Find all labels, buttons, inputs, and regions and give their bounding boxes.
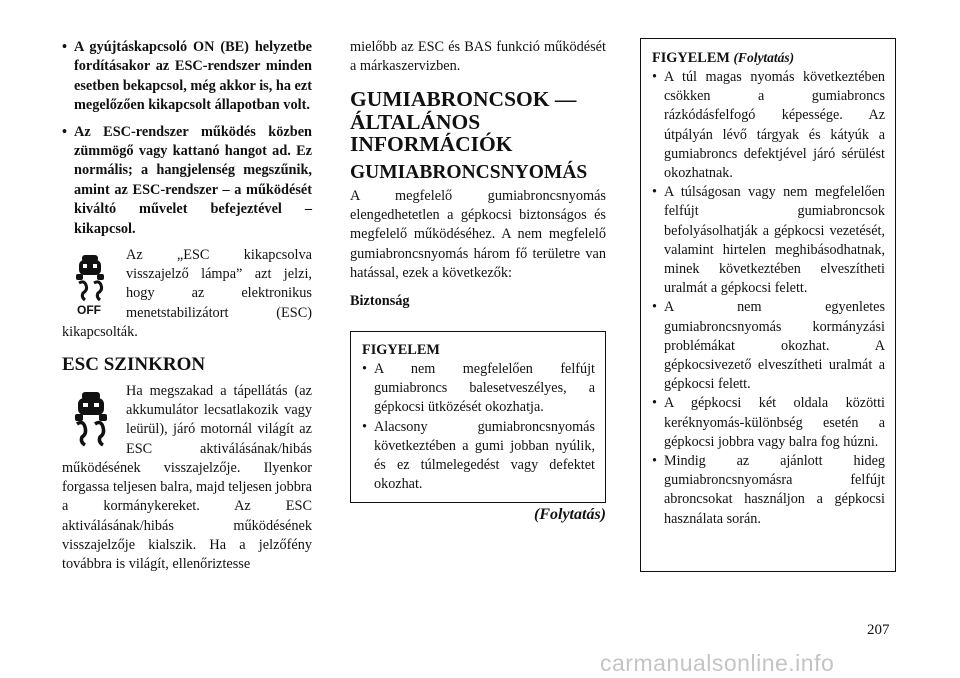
esc-activation-icon xyxy=(62,382,122,452)
section-heading: GUMIABRONCSOK — ÁLTALÁNOS INFORMÁCIÓK xyxy=(350,87,577,157)
warning-title-continued: (Folytatás) xyxy=(733,50,795,65)
continuation-text: mielőbb az ESC és BAS funkció működését a márkaszervizben. xyxy=(350,39,606,75)
warning-bullet: • A túlságosan vagy nem megfelelően felfújt gumiabroncsok befolyásolhatják a gépkocsi vezetését, valamint hirtelen meghibásodhatnak, minek következtében elveszítheti uralmát a gépkocsi felett. xyxy=(652,183,885,298)
warning-bullet: • A nem egyenletes gumiabroncsnyomás kormányzási problémákat okozhat. A gépkocsivezető elveszítheti uralmát a gépkocsi felett. xyxy=(652,298,885,394)
warning-bullet: • A nem megfelelően felfújt gumiabroncs balesetveszélyes, a gépkocsi ütközését okozhatja. xyxy=(362,360,595,418)
bullet-esc-noise: • Az ESC-rendszer működés közben zümmögő vagy kattanó hangot ad. Ez normális; a hangjelenség megszűnik, amint az ESC-rendszer – a működését kiváltó művelet befejeztével – kikapcsol. xyxy=(62,123,312,239)
watermark: carmanualsonline.info xyxy=(600,650,835,676)
warning-bullet: • A gépkocsi két oldala közötti keréknyomás-különbség esetén a gépkocsi jobbra vagy balra fog húzni. xyxy=(652,394,885,452)
right-column xyxy=(640,38,896,572)
subsection-heading: GUMIABRONCSNYOMÁS xyxy=(350,161,588,183)
esc-off-icon-label: OFF xyxy=(77,303,101,317)
warning-title-text: FIGYELEM xyxy=(652,50,730,66)
esc-off-icon xyxy=(62,246,122,316)
esc-sync-text: Ha megszakad a tápellátás (az akkumulátor lecsatlakozik vagy leürül), járó motornál világít az ESC aktiválásának/hibás működésének visszajelzője. Ilyenkor forgassa teljesen balra, majd teljesen jobbra a kormánykereket. Az ESC aktiválásának/hibás működésének visszajelzője kialszik. Ha a jelzőfény továbbra is világít, ellenőriztesse xyxy=(62,383,312,572)
esc-sync-heading: ESC SZINKRON xyxy=(62,354,206,376)
left-column xyxy=(62,38,312,574)
bullet-ignition-on: • A gyújtáskapcsoló ON (BE) helyzetbe fordításakor az ESC-rendszer minden esetben bekapcsol, még akkor is, ha ezt megelőzően kikapcsolt állapotban volt. xyxy=(62,38,312,116)
warning-bullet: • Mindig az ajánlott hideg gumiabroncsnyomásra felfújt abroncsokat használjon a gépkocsi használata során. xyxy=(652,452,885,529)
warning-box xyxy=(350,331,606,503)
esc-sync-block xyxy=(62,382,312,574)
esc-off-text: Az „ESC kikapcsolva visszajelző lámpa” azt jelzi, hogy az elektronikus menetstabilizátort (ESC) kikapcsolták. xyxy=(62,247,312,340)
middle-column xyxy=(350,38,606,524)
page-number: 207 xyxy=(867,622,890,638)
esc-off-block xyxy=(62,246,312,342)
tire-pressure-paragraph: A megfelelő gumiabroncsnyomás elengedhetetlen a gépkocsi biztonságos és megfelelő működéséhez. A nem megfelelő gumiabroncsnyomás három fő területre van hatással, ezek a következők: xyxy=(350,187,606,281)
warning-title: FIGYELEM xyxy=(362,341,440,358)
warning-bullet: • A túl magas nyomás következtében csökken a gumiabroncs rázkódásfelfogó képessége. Az útpályán lévő tárgyak és kátyúk a gumiabroncs defektjével járó sérülést okozhatnak. xyxy=(652,68,885,183)
warning-title xyxy=(652,48,885,68)
warning-bullet: • Alacsony gumiabroncsnyomás következtében a gumi jobban nyúlik, és ez túlmelegedést vagy defektet okozhat. xyxy=(362,418,595,495)
safety-subheading: Biztonság xyxy=(350,292,410,309)
warning-box-continued xyxy=(640,38,896,572)
continued-label: (Folytatás) xyxy=(534,506,606,524)
